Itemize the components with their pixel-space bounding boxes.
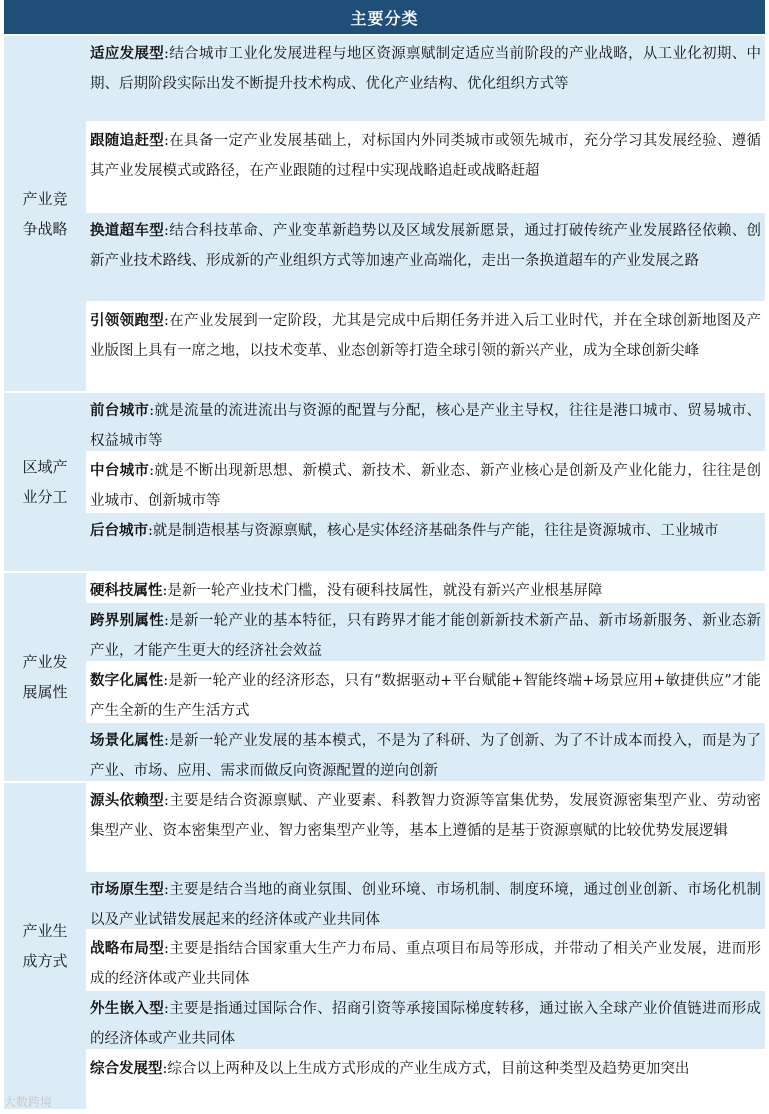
item-term: 市场原生型 <box>90 882 165 898</box>
item-term: 中台城市 <box>90 463 150 479</box>
category-label: 区域产业分工 <box>22 458 68 506</box>
list-item <box>86 991 765 1051</box>
item-term: 数字化属性 <box>90 673 164 689</box>
list-item <box>86 723 765 783</box>
item-desc: 就是不断出现新思想、新模式、新技术、新业态、新产业核心是创新及产业化能力，往往是创业城市、创新城市等 <box>90 463 762 509</box>
item-desc: 综合以上两种及以上生成方式形成的产业生成方式，目前这种类型及趋势更加突出 <box>167 1061 690 1077</box>
category-cell <box>4 36 86 393</box>
category-cell <box>4 393 86 573</box>
category-label: 产业生成方式 <box>22 922 68 970</box>
category-cell <box>4 573 86 783</box>
category-cell <box>4 783 86 1111</box>
item-sep: : <box>164 613 169 629</box>
item-sep: : <box>148 523 153 539</box>
category-label: 产业发展属性 <box>22 653 68 701</box>
classification-table <box>4 36 765 1111</box>
item-desc: 结合城市工业化发展进程与地区资源禀赋制定适应当前阶段的产业战略，从工业化初期、中期、后期阶段实际出发不断提升技术构成、优化产业结构、优化组织方式等 <box>90 46 761 92</box>
item-term: 前台城市 <box>90 403 150 419</box>
item-desc: 就是流量的流进流出与资源的配置与分配，核心是产业主导权，往往是港口城市、贸易城市、权益城市等 <box>90 403 762 449</box>
footer-text: 大数跨境 <box>4 1095 53 1109</box>
item-sep: : <box>164 223 169 239</box>
list-item <box>86 36 765 123</box>
item-term: 引领领跑型 <box>90 313 165 329</box>
list-item <box>86 213 765 303</box>
list-item <box>86 453 765 513</box>
item-desc: 就是制造根基与资源禀赋，核心是实体经济基础条件与产能，往往是资源城市、工业城市 <box>152 523 719 539</box>
category-label: 产业竞争战略 <box>22 189 68 238</box>
list-item <box>86 931 765 991</box>
header-title: 主要分类 <box>350 8 419 28</box>
item-desc: 是新一轮产业的基本特征，只有跨界才能才能创新新技术新产品、新市场新服务、新业态新产业，才能产生更大的经济社会效益 <box>90 613 761 659</box>
list-item <box>86 393 765 453</box>
item-sep: : <box>164 733 169 749</box>
item-term: 硬科技属性 <box>90 583 163 599</box>
item-desc: 主要是结合当地的商业氛围、创业环境、市场机制、制度环境，通过创业创新、市场化机制以及产业试错发展起来的经济体或产业共同体 <box>90 882 761 928</box>
items-column <box>86 36 765 393</box>
item-desc: 主要是结合资源禀赋、产业要素、科教智力资源等富集优势，发展资源密集型产业、劳动密集型产业、资本密集型产业、智力密集型产业等，基本上遵循的是基于资源禀赋的比较优势发展逻辑 <box>90 793 761 839</box>
table-header <box>4 0 765 34</box>
list-item <box>86 303 765 393</box>
item-desc: 是新一轮产业发展的基本模式，不是为了科研、为了创新、为了不计成本而投入，而是为了产业、市场、应用、需求而做反向资源配置的逆向创新 <box>90 733 761 779</box>
item-sep: : <box>164 133 169 149</box>
item-desc: 主要是指结合国家重大生产力布局、重点项目布局等形成，并带动了相关产业发展，进而形成的经济体或产业共同体 <box>90 941 761 987</box>
item-term: 跟随追赶型 <box>90 133 165 149</box>
item-term: 综合发展型 <box>90 1061 163 1077</box>
item-desc: 在具备一定产业发展基础上，对标国内外同类城市或领先城市，充分学习其发展经验、遵循其产业发展模式或路径，在产业跟随的过程中实现战略追赶或战略赶超 <box>90 133 761 179</box>
item-desc: 结合科技革命、产业变革新趋势以及区域发展新愿景，通过打破传统产业发展路径依赖、创新产业技术路线、形成新的产业组织方式等加速产业高端化，走出一条换道超车的产业发展之路 <box>90 223 761 269</box>
item-term: 外生嵌入型 <box>90 1001 165 1017</box>
list-item <box>86 513 765 573</box>
item-term: 源头依赖型 <box>90 793 165 809</box>
items-column <box>86 783 765 1111</box>
item-sep: : <box>164 313 169 329</box>
item-term: 跨界别属性 <box>90 613 165 629</box>
item-desc: 主要是指通过国际合作、招商引资等承接国际梯度转移，通过嵌入全球产业价值链进而形成的经济体或产业共同体 <box>90 1001 761 1047</box>
item-sep: : <box>149 463 155 479</box>
item-desc: 在产业发展到一定阶段，尤其是完成中后期任务并进入后工业时代，并在全球创新地图及产业版图上具有一席之地，以技术变革、业态创新等打造全球引领的新兴产业，成为全球创新尖峰 <box>90 313 761 359</box>
item-term: 战略布局型 <box>90 941 165 957</box>
item-term: 适应发展型 <box>90 46 165 62</box>
item-sep: : <box>164 46 169 62</box>
list-item <box>86 872 765 931</box>
list-item <box>86 123 765 213</box>
item-term: 换道超车型 <box>90 223 165 239</box>
item-sep: : <box>149 403 155 419</box>
watermark-footer <box>4 1093 52 1110</box>
item-desc: 是新一轮产业技术门槛，没有硬科技属性，就没有新兴产业根基屏障 <box>167 583 603 599</box>
item-sep: : <box>164 793 169 809</box>
item-sep: : <box>164 882 169 898</box>
list-item <box>86 783 765 872</box>
list-item <box>86 573 765 603</box>
item-sep: : <box>163 673 169 689</box>
item-sep: : <box>162 1061 168 1077</box>
list-item <box>86 663 765 723</box>
item-term: 后台城市 <box>90 523 148 539</box>
item-term: 场景化属性 <box>90 733 165 749</box>
items-column <box>86 393 765 573</box>
items-column <box>86 573 765 783</box>
item-sep: : <box>162 583 168 599</box>
list-item <box>86 603 765 663</box>
item-sep: : <box>164 941 169 957</box>
item-desc: 是新一轮产业的经济形态，只有“数据驱动+平台赋能+智能终端+场景应用+敏捷供应”才能产生全新的生产生活方式 <box>90 673 762 719</box>
list-item <box>86 1051 765 1111</box>
item-sep: : <box>164 1001 169 1017</box>
